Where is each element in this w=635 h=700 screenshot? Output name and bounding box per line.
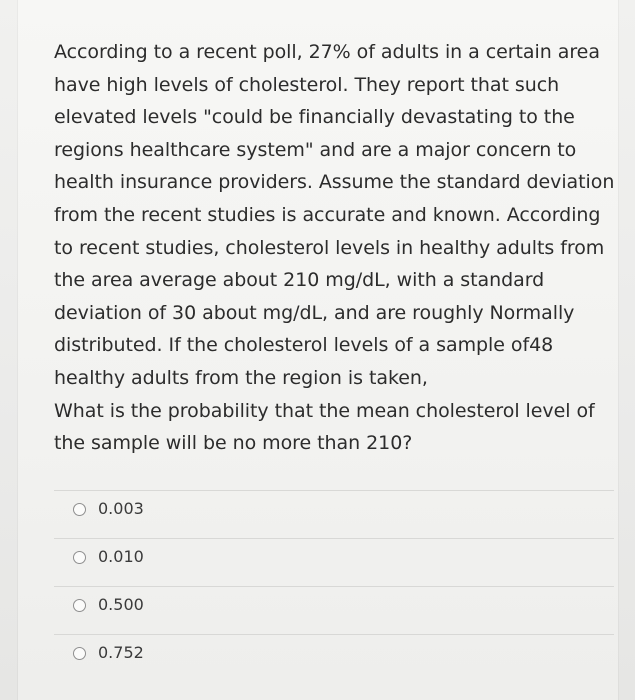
answer-option-label: 0.003 xyxy=(98,499,144,518)
radio-button[interactable] xyxy=(73,647,86,660)
question-line: What is the probability that the mean cholesterol level of xyxy=(54,399,595,422)
answer-option-label: 0.500 xyxy=(98,595,144,614)
question-line: deviation of 30 about mg/dL, and are roughly Normally xyxy=(54,301,575,324)
question-line: to recent studies, cholesterol levels in healthy adults from xyxy=(54,236,605,259)
question-card xyxy=(18,0,618,700)
question-line: the area average about 210 mg/dL, with a standard xyxy=(54,269,545,292)
answer-option-0[interactable] xyxy=(73,497,144,521)
question-line: elevated levels "could be financially devastating to the xyxy=(54,106,575,129)
question-line: health insurance providers. Assume the standard deviation xyxy=(54,171,615,194)
question-line: healthy adults from the region is taken, xyxy=(54,366,428,389)
question-text xyxy=(54,36,629,460)
answer-option-label: 0.752 xyxy=(98,643,144,662)
radio-button[interactable] xyxy=(73,551,86,564)
question-line: have high levels of cholesterol. They report that such xyxy=(54,73,560,96)
option-divider xyxy=(54,586,614,587)
question-line: According to a recent poll, 27% of adults in a certain area xyxy=(54,41,600,63)
answer-option-1[interactable] xyxy=(73,545,144,569)
options-top-divider xyxy=(54,490,614,491)
answer-option-2[interactable] xyxy=(73,593,144,617)
answer-option-label: 0.010 xyxy=(98,547,144,566)
radio-button[interactable] xyxy=(73,599,86,612)
radio-button[interactable] xyxy=(73,503,86,516)
option-divider xyxy=(54,538,614,539)
question-line: the sample will be no more than 210? xyxy=(54,432,413,455)
question-line: regions healthcare system" and are a major concern to xyxy=(54,138,577,161)
option-divider xyxy=(54,634,614,635)
question-line: from the recent studies is accurate and known. According xyxy=(54,203,601,226)
answer-option-3[interactable] xyxy=(73,641,144,665)
question-line: distributed. If the cholesterol levels of a sample of48 xyxy=(54,334,554,357)
